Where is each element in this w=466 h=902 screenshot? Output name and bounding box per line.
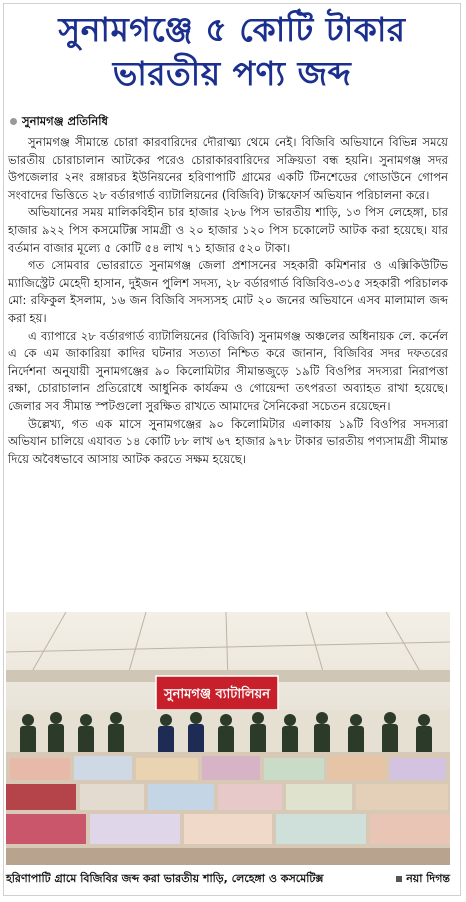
bullet-icon xyxy=(10,118,17,125)
source-name: নয়া দিগন্ত xyxy=(406,872,450,885)
square-bullet-icon xyxy=(396,876,402,882)
headline xyxy=(4,8,460,96)
seized-goods-piles xyxy=(6,752,450,865)
caption-source xyxy=(396,870,450,889)
paragraph: অভিযানের সময় মালিকবিহীন চার হাজার ২৮৬ পিস ভারতীয় শাড়ি, ১৩ পিস লেহেঙ্গা, চার হাজার ৯২২ পিস কসমেটিক্স সামগ্রী ও ২০ হাজার ১২০ পিস চকোলেট আটক করা হয়েছে। যার বর্তমান বাজার মূল্যে ৫ কোটি ৫৪ লাখ ৭১ হাজার ৫২০ টাকা। xyxy=(8,205,448,255)
headline-line-2: ভারতীয় পণ্য জব্দ xyxy=(112,54,352,93)
byline xyxy=(10,113,108,132)
paragraph: সুনামগঞ্জ সীমান্তে চোরা কারবারিদের দৌরাত্ম্য থেমে নেই। বিজিবি অভিযানে বিভিন্ন সময়ে ভারতীয় চোরাচালান আটকের পরেও চোরাকারবারিদের সক্রিয়তা বন্ধ হয়নি। সুনামগঞ্জ সদর উপজেলার ২নং রঙ্গারচর ইউনিয়নের হরিণাপাটি গ্রামের একটি টিনশেডের গোডাউনে গোপন সংবাদের ভিত্তিতে ২৮ বর্ডারগার্ড ব্যাটালিয়নের (বিজিবি) টাস্কফোর্স অভিযান পরিচালনা করে। xyxy=(8,135,448,202)
article-body xyxy=(8,134,448,468)
paragraph: উল্লেখ্য, গত এক মাসে সুনামগঞ্জের ৯০ কিলোমিটার এলাকায় ১৯টি বিওপির সদস্যরা অভিযান চালিয়ে এযাবত ১৪ কোটি ৮৮ লাখ ৬৭ হাজার ৯৭৮ টাকার ভারতীয় পণ্যসামগ্রী সীমান্ত দিয়ে অবৈধভাবে আসায় আটক করতে সক্ষম হয়েছে। xyxy=(8,416,448,466)
paragraph: এ ব্যাপারে ২৮ বর্ডারগার্ড ব্যাটালিয়নের (বিজিবি) সুনামগঞ্জ অঞ্চলের অধিনায়ক লে. কর্নেল এ কে এম জাকারিয়া কাদির ঘটনার সত্যতা নিশ্চিত করে জানান, বিজিবির সদর দফতরের নির্দেশনা অনুযায়ী সুনামগঞ্জের ৯০ কিলোমিটার সীমান্তজুড়ে ১৯টি বিওপির সদস্যরা নিরাপত্তা রক্ষা, চোরাচালান প্রতিরোধে আধুনিক কার্যক্রম ও গোয়েন্দা তৎপরতা অব্যাহত রাখা হয়েছে। জেলার সব সীমান্ত স্পটগুলো সুরক্ষিত রাখতে আমাদের সৈনিকেরা সচেতন রয়েছেন। xyxy=(8,328,448,413)
caption-text: হরিণাপাটি গ্রামে বিজিবির জব্দ করা ভারতীয় শাড়ি, লেহেঙ্গা ও কসমেটিক্স xyxy=(6,872,324,885)
photo-caption xyxy=(6,870,450,889)
news-photo xyxy=(6,612,450,865)
byline-text: সুনামগঞ্জ প্রতিনিধি xyxy=(22,114,108,128)
headline-line-1: সুনামগঞ্জে ৫ কোটি টাকার xyxy=(58,10,406,49)
battalion-banner-text: সুনামগঞ্জ ব্যাটালিয়ন xyxy=(164,687,270,702)
seized-goods-photo xyxy=(6,612,450,865)
paragraph: গত সোমবার ভোররাতে সুনামগঞ্জ জেলা প্রশাসনের সহকারী কমিশনার ও এক্সিকিউটিভ ম্যাজিস্ট্রেট মেহেদী হাসান, দুইজন পুলিশ সদস্য, ২৮ বর্ডারগার্ড বিজিবিও-৩১৫ সহকারী পরিচালক মো: রফিকুল ইসলাম, ১৬ জন বিজিবি সদস্যসহ মোট ২০ জনের অভিযানে এসব মালামাল জব্দ করা হয়। xyxy=(8,258,448,325)
